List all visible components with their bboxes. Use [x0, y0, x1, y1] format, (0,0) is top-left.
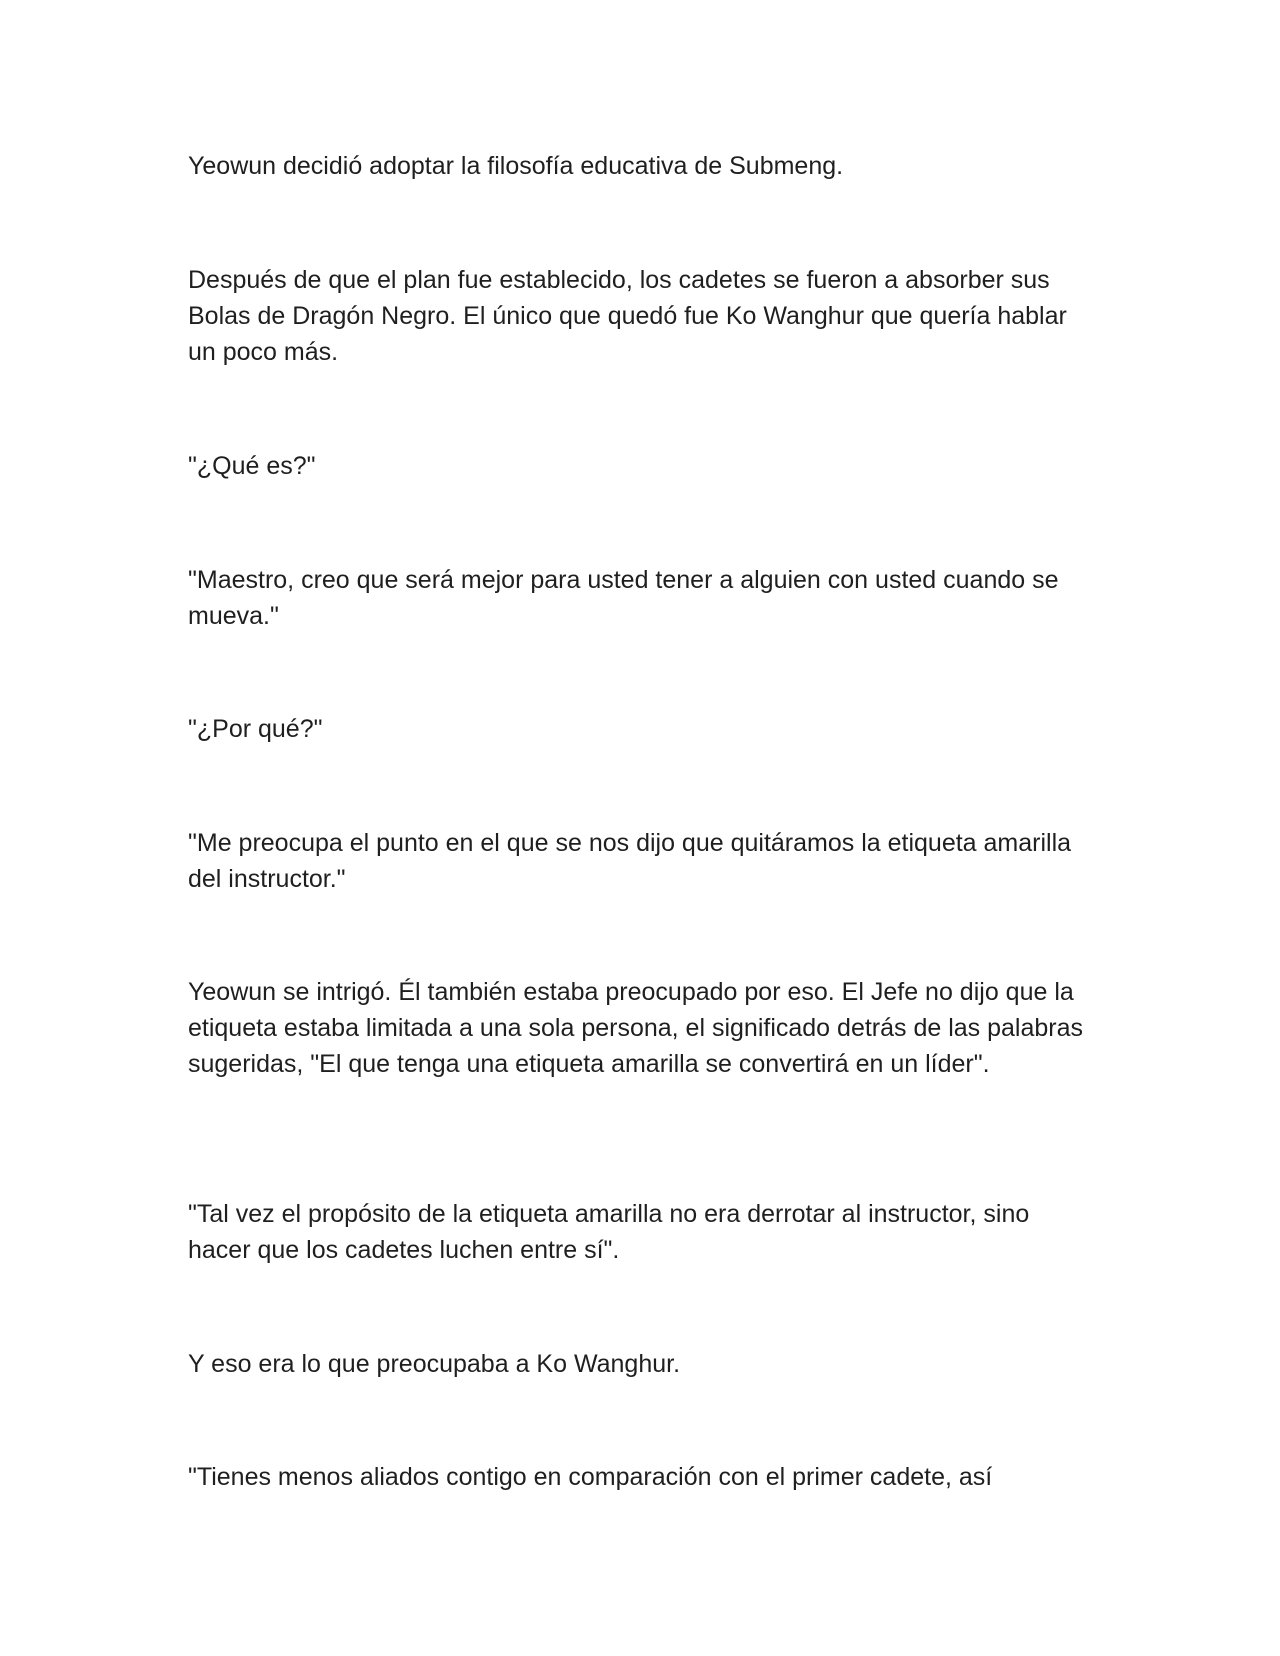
paragraph: "Maestro, creo que será mejor para usted tener a alguien con usted cuando se mueva.": [188, 566, 1059, 630]
paragraph: "¿Por qué?": [188, 715, 323, 743]
paragraph: "Tal vez el propósito de la etiqueta amarilla no era derrotar al instructor, sino hacer que los cadetes luchen entre sí".: [188, 1200, 1030, 1264]
paragraph: Yeowun se intrigó. Él también estaba preocupado por eso. El Jefe no dijo que la etiqueta estaba limitada a una sola persona, el significado detrás de las palabras sugeridas, "El que tenga una etiqueta amarilla se convertirá en un líder".: [188, 978, 1084, 1078]
paragraph: "Tienes menos aliados contigo en comparación con el primer cadete, así: [188, 1463, 993, 1491]
paragraph: "Me preocupa el punto en el que se nos dijo que quitáramos la etiqueta amarilla del instructor.": [188, 829, 1072, 893]
paragraph: "¿Qué es?": [188, 452, 316, 480]
paragraph: Después de que el plan fue establecido, los cadetes se fueron a absorber sus Bolas de Dragón Negro. El único que quedó fue Ko Wanghur que quería hablar un poco más.: [188, 266, 1067, 366]
paragraph: Yeowun decidió adoptar la filosofía educativa de Submeng.: [188, 152, 844, 180]
paragraph: Y eso era lo que preocupaba a Ko Wanghur.: [188, 1350, 681, 1378]
